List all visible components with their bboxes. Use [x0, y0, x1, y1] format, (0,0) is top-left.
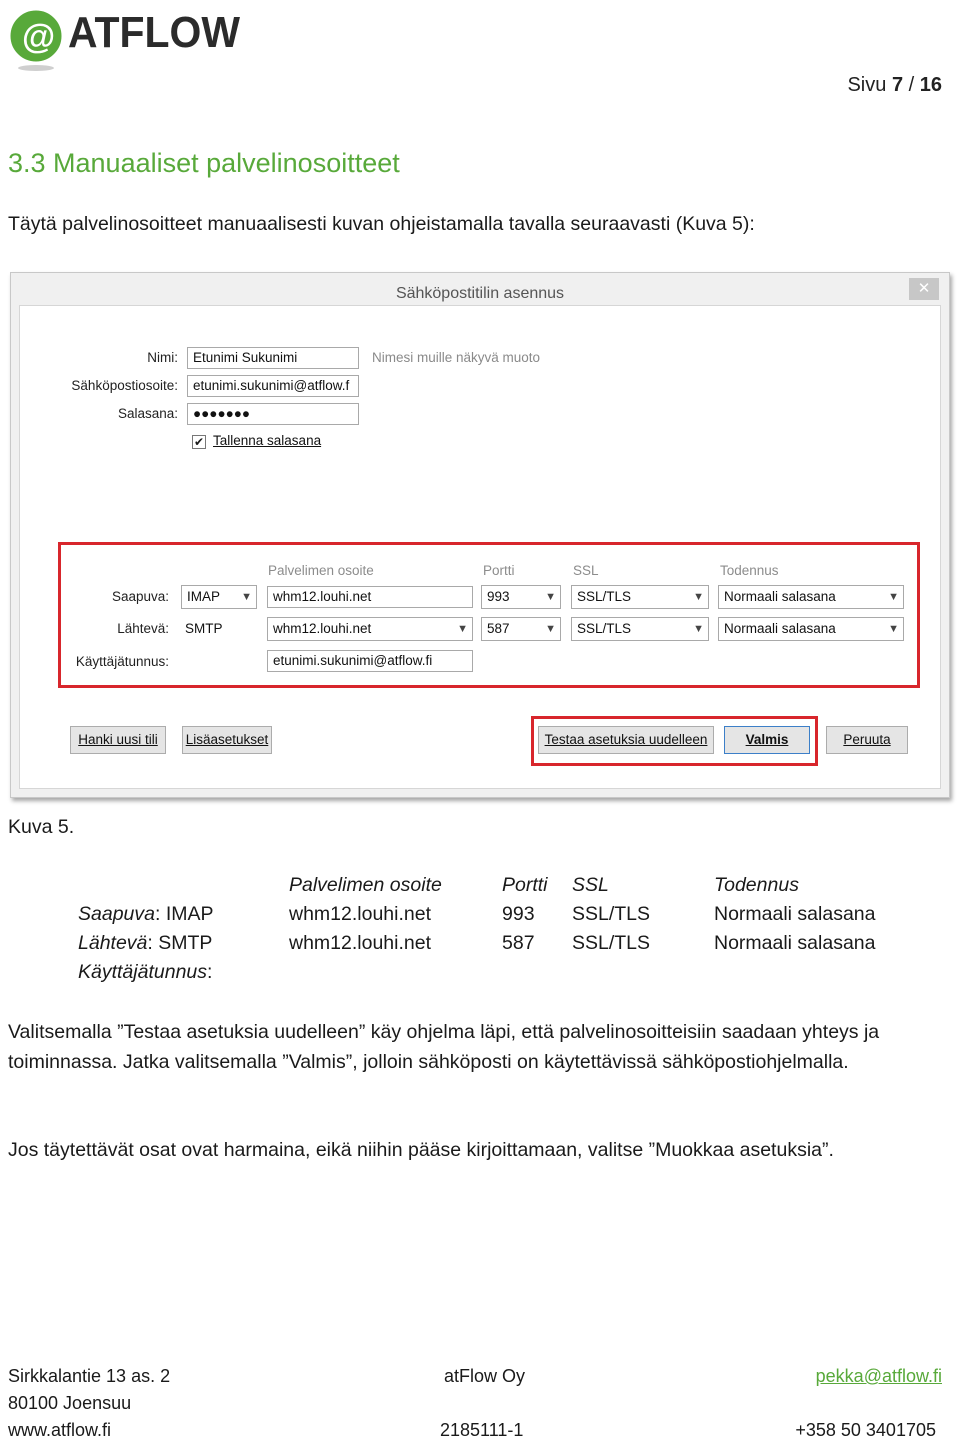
summary-row-outgoing-ssl: SSL/TLS — [572, 932, 651, 954]
summary-header-auth: Todennus — [714, 874, 799, 896]
column-server: Palvelimen osoite — [268, 563, 374, 578]
svg-text:@: @ — [22, 18, 56, 56]
remember-password-label: Tallenna salasana — [213, 433, 322, 448]
password-label: Salasana: — [117, 406, 178, 421]
summary-row-incoming-server: whm12.louhi.net — [289, 903, 432, 925]
incoming-label: Saapuva: — [111, 589, 169, 604]
remember-password-checkbox[interactable]: ✔ — [193, 435, 205, 449]
summary-header-port: Portti — [502, 874, 548, 896]
footer-phone: +358 50 3401705 — [795, 1420, 936, 1440]
outgoing-ssl-select[interactable]: SSL/TLS ▼ — [571, 617, 709, 641]
new-account-button[interactable]: Hanki uusi tili — [70, 726, 166, 754]
incoming-auth-select[interactable]: Normaali salasana ▼ — [718, 585, 904, 609]
footer-company: atFlow Oy — [444, 1366, 526, 1386]
chevron-down-icon: ▼ — [545, 623, 556, 635]
page-number: Sivu 7 / 16 — [847, 74, 942, 96]
outgoing-protocol: SMTP — [185, 621, 223, 636]
close-icon[interactable]: ✕ — [909, 278, 939, 300]
server-settings-highlight — [58, 542, 920, 688]
summary-row-outgoing-server: whm12.louhi.net — [289, 932, 432, 954]
incoming-port-select[interactable]: 993 ▼ — [481, 585, 561, 609]
dialog-title: Sähköpostitilin asennus — [395, 285, 565, 302]
summary-row-outgoing-auth: Normaali salasana — [714, 932, 876, 954]
footer-address-line2: 80100 Joensuu — [8, 1393, 132, 1413]
outgoing-server-select[interactable]: whm12.louhi.net ▼ — [267, 617, 473, 641]
chevron-down-icon: ▼ — [457, 623, 468, 635]
cancel-button[interactable]: Peruuta — [826, 726, 908, 754]
incoming-server-field[interactable]: whm12.louhi.net — [267, 586, 473, 608]
email-label: Sähköpostiosoite: — [71, 378, 178, 393]
footer-address-line1: Sirkkalantie 13 as. 2 — [8, 1366, 171, 1386]
username-field[interactable]: etunimi.sukunimi@atflow.fi — [267, 650, 473, 672]
name-label: Nimi: — [147, 350, 178, 365]
atflow-logo — [4, 2, 244, 74]
figure-caption: Kuva 5. — [8, 816, 75, 838]
footer-email-link[interactable]: pekka@atflow.fi — [815, 1366, 942, 1386]
footer-business-id: 2185111-1 — [440, 1420, 524, 1440]
chevron-down-icon: ▼ — [888, 623, 899, 635]
summary-row-incoming-label: Saapuva: IMAP — [78, 903, 214, 925]
summary-row-outgoing-port: 587 — [502, 932, 535, 954]
summary-row-incoming-port: 993 — [502, 903, 535, 925]
footer-website[interactable]: www.atflow.fi — [8, 1420, 112, 1440]
summary-header-ssl: SSL — [572, 874, 609, 896]
username-label: Käyttäjätunnus: — [75, 654, 169, 669]
summary-header-server: Palvelimen osoite — [289, 874, 442, 896]
chevron-down-icon: ▼ — [693, 623, 704, 635]
summary-row-incoming-ssl: SSL/TLS — [572, 903, 651, 925]
chevron-down-icon: ▼ — [888, 591, 899, 603]
summary-row-outgoing-label: Lähtevä: SMTP — [78, 932, 213, 954]
column-ssl: SSL — [573, 563, 599, 578]
chevron-down-icon: ▼ — [241, 591, 252, 603]
name-hint: Nimesi muille näkyvä muoto — [372, 350, 541, 365]
column-auth: Todennus — [720, 563, 779, 578]
outgoing-label: Lähtevä: — [117, 621, 169, 636]
note-paragraph: Jos täytettävät osat ovat harmaina, eikä niihin pääse kirjoittamaan, valitse ”Muokkaa asetuksia”. — [8, 1139, 834, 1161]
done-button[interactable]: Valmis — [724, 726, 810, 754]
name-field[interactable]: Etunimi Sukunimi — [187, 347, 359, 369]
chevron-down-icon: ▼ — [545, 591, 556, 603]
incoming-ssl-select[interactable]: SSL/TLS ▼ — [571, 585, 709, 609]
outgoing-port-select[interactable]: 587 ▼ — [481, 617, 561, 641]
email-field[interactable]: etunimi.sukunimi@atflow.f — [187, 375, 359, 397]
incoming-protocol-select[interactable]: IMAP ▼ — [181, 585, 257, 609]
instructions-paragraph: Valitsemalla ”Testaa asetuksia uudelleen” käy ohjelma läpi, että palvelinosoitteisiin saadaan yhteys ja toiminnassa. Jatka valitsemalla ”Valmis”, jolloin sähköposti on käytettävissä sähköpostiohjelmalla. — [8, 1021, 880, 1073]
advanced-settings-button[interactable]: Lisäasetukset — [182, 726, 272, 754]
section-title: 3.3 Manuaaliset palvelinosoitteet — [8, 148, 400, 178]
column-port: Portti — [483, 563, 515, 578]
outgoing-auth-select[interactable]: Normaali salasana ▼ — [718, 617, 904, 641]
password-field[interactable]: ●●●●●●● — [187, 403, 359, 425]
chevron-down-icon: ▼ — [693, 591, 704, 603]
retest-settings-button[interactable]: Testaa asetuksia uudelleen — [538, 726, 714, 754]
account-setup-dialog — [10, 272, 950, 798]
summary-row-incoming-auth: Normaali salasana — [714, 903, 876, 925]
intro-text: Täytä palvelinosoitteet manuaalisesti kuvan ohjeistamalla tavalla seuraavasti (Kuva 5): — [8, 213, 755, 235]
dialog-body — [19, 305, 941, 789]
brand-wordmark: ATFLOW — [68, 8, 241, 57]
summary-username-label: Käyttäjätunnus: — [78, 961, 213, 983]
